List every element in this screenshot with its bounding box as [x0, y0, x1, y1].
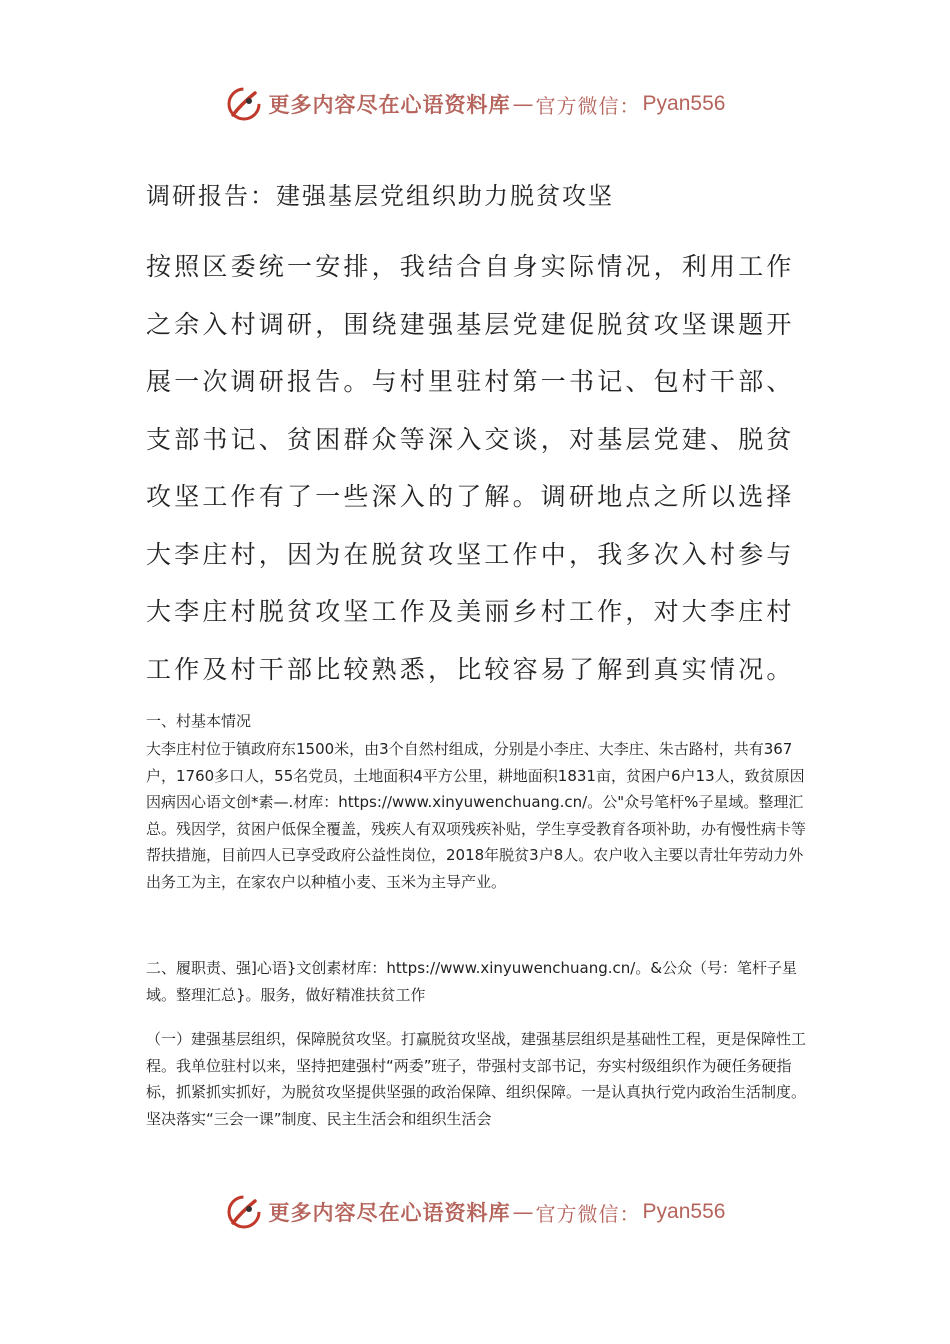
brush-logo-icon — [225, 85, 263, 123]
section2-paragraph: （一）建强基层组织，保障脱贫攻坚。打赢脱贫攻坚战，建强基层组织是基础性工程，更是保障性工程。我单位驻村以来，坚持把建强村“两委”班子，带强村支部书记，夯实村级组织作为硬任务硬指标，抓紧抓实抓好，为脱贫攻坚提供坚强的政治保障、组织保障。一是认真执行党内政治生活制度。坚决落实“三会一课”制度、民主生活会和组织生活会 — [146, 1030, 807, 1128]
watermark-banner-top — [0, 84, 950, 124]
section1-heading: 一、村基本情况 — [146, 712, 252, 730]
watermark-wechat-handle: Pyan556 — [642, 92, 726, 115]
watermark-wechat-handle: Pyan556 — [642, 1200, 726, 1223]
watermark-brand-text: 更多内容尽在心语资料库 — [268, 1200, 511, 1225]
watermark-banner-bottom — [0, 1192, 950, 1232]
document-title: 调研报告：建强基层党组织助力脱贫攻坚 — [146, 182, 614, 210]
watermark-brand-text: 更多内容尽在心语资料库 — [268, 92, 511, 117]
watermark-wechat-label: 官方微信： — [535, 93, 641, 118]
brush-logo-icon — [225, 1193, 263, 1231]
watermark-wechat-label: 官方微信： — [535, 1201, 641, 1226]
section1-paragraph: 大李庄村位于镇政府东1500米，由3个自然村组成，分别是小李庄、大李庄、朱古路村，共有367户，1760多口人，55名党员，土地面积4平方公里，耕地面积1831亩，贫困户6户13人，致贫原因因病因心语文创*素—.材库：https://www.xinyuwenchuang.cn/。公"众号笔杆%子星域。整理汇总。残因学，贫困户低保全覆盖，残疾人有双项残疾补贴，学生享受教育各项补助，办有慢性病卡等帮扶措施，目前四人已享受政府公益性岗位，2018年脱贫3户8人。农户收入主要以青壮年劳动力外出务工为主，在家农户以种植小麦、玉米为主导产业。 — [146, 740, 807, 891]
watermark-dash: — — [512, 1200, 534, 1224]
watermark-dash: — — [512, 92, 534, 116]
section2-heading: 二、履职责、强]心语}文创素材库：https://www.xinyuwenchuang.cn/。&公众（号：笔杆子星域。整理汇总}。服务，做好精准扶贫工作 — [146, 959, 798, 1004]
intro-paragraph: 按照区委统一安排，我结合自身实际情况，利用工作之余入村调研，围绕建强基层党建促脱贫攻坚课题开展一次调研报告。与村里驻村第一书记、包村干部、支部书记、贫困群众等深入交谈，对基层党建、脱贫攻坚工作有了一些深入的了解。调研地点之所以选择大李庄村，因为在脱贫攻坚工作中，我多次入村参与大李庄村脱贫攻坚工作及美丽乡村工作，对大李庄村工作及村干部比较熟悉，比较容易了解到真实情况。 — [146, 252, 795, 684]
